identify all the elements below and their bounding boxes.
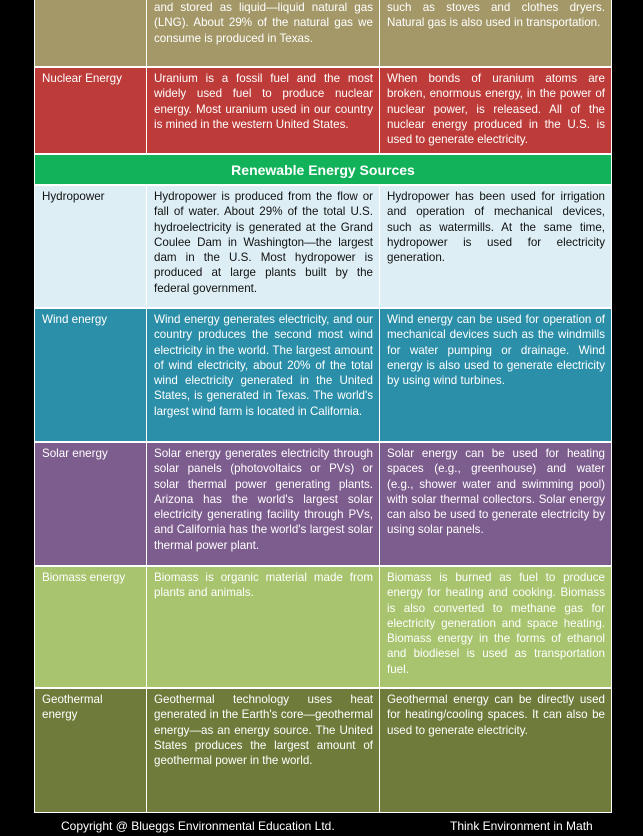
energy-description: and stored as liquid—liquid natural gas (LNG). About 29% of the natural gas we consume is produced in Texas. (146, 0, 380, 66)
table-row (35, 0, 611, 68)
table-row (35, 68, 611, 155)
energy-description: Hydropower is produced from the flow or fall of water. About 29% of the total U.S. hydroelectricity is generated at the Grand Coulee Dam in Washington—the largest dam in the U.S. Most hydropower is produced at large plants built by the federal government. (146, 186, 380, 307)
energy-name: Geothermal energy (42, 693, 103, 722)
footer-copyright: Copyright @ Blueggs Environmental Education Ltd. (61, 819, 335, 833)
energy-description: Solar energy generates electricity through solar panels (photovoltaics or PVs) or solar thermal power generating plants. Arizona has the world's largest solar electricity generating facility through PVs, and California has the world's largest solar thermal power plant. (146, 443, 380, 565)
table-row (35, 443, 611, 567)
energy-uses: Geothermal energy can be directly used for heating/cooling spaces. It can also be used to generate electricity. (387, 693, 605, 737)
energy-uses: When bonds of uranium atoms are broken, enormous energy, in the power of nuclear power, is released. All of the nuclear energy produced in the U.S. is used to generate electricity. (387, 72, 605, 147)
energy-description: Uranium is a fossil fuel and the most widely used fuel to produce nuclear energy. Most uranium used in our country is mined in the western United States. (146, 68, 380, 153)
energy-name (35, 0, 146, 66)
table-row (35, 186, 611, 309)
energy-description: Wind energy generates electricity, and our country produces the second most wind electricity in the world. The largest amount of wind electricity, about 20% of the total wind electricity generated in the United States, is generated in Texas. The world's largest wind farm is located in California. (146, 309, 380, 441)
energy-description: Geothermal technology uses heat generated in the Earth's core—geothermal energy—as an energy source. The United States produces the largest amount of geothermal power in the world. (146, 689, 380, 812)
table-row (35, 309, 611, 443)
energy-name: Hydropower (42, 190, 105, 203)
energy-uses: Hydropower has been used for irrigation and operation of mechanical devices, such as watermills. At the same time, hydropower is used for electricity generation. (387, 190, 605, 265)
energy-description: Biomass is organic material made from plants and animals. (146, 567, 380, 687)
footer-tagline: Think Environment in Math (450, 819, 593, 833)
energy-uses: such as stoves and clothes dryers. Natural gas is also used in transportation. (387, 1, 605, 30)
energy-uses: Wind energy can be used for operation of mechanical devices such as the windmills for water pumping or drainage. Wind energy is also used to generate electricity by using wind turbines. (387, 313, 605, 388)
table-row (35, 689, 611, 813)
energy-name: Nuclear Energy (42, 72, 122, 85)
energy-uses: Biomass is burned as fuel to produce energy for heating and cooking. Biomass is also converted to methane gas for electricity generation and space heating. Biomass energy in the forms of ethanol and biodiesel is used as transportation fuel. (387, 571, 605, 676)
energy-name: Solar energy (42, 447, 108, 460)
energy-name: Wind energy (42, 313, 108, 326)
energy-name: Biomass energy (42, 571, 126, 584)
table-row (35, 567, 611, 689)
section-heading: Renewable Energy Sources (35, 155, 611, 186)
energy-uses: Solar energy can be used for heating spaces (e.g., greenhouse) and water (e.g., shower water and swimming pool) with solar thermal collectors. Solar energy can also be used to generate electricity by using solar panels. (387, 447, 605, 537)
energy-sources-table (34, 0, 612, 813)
